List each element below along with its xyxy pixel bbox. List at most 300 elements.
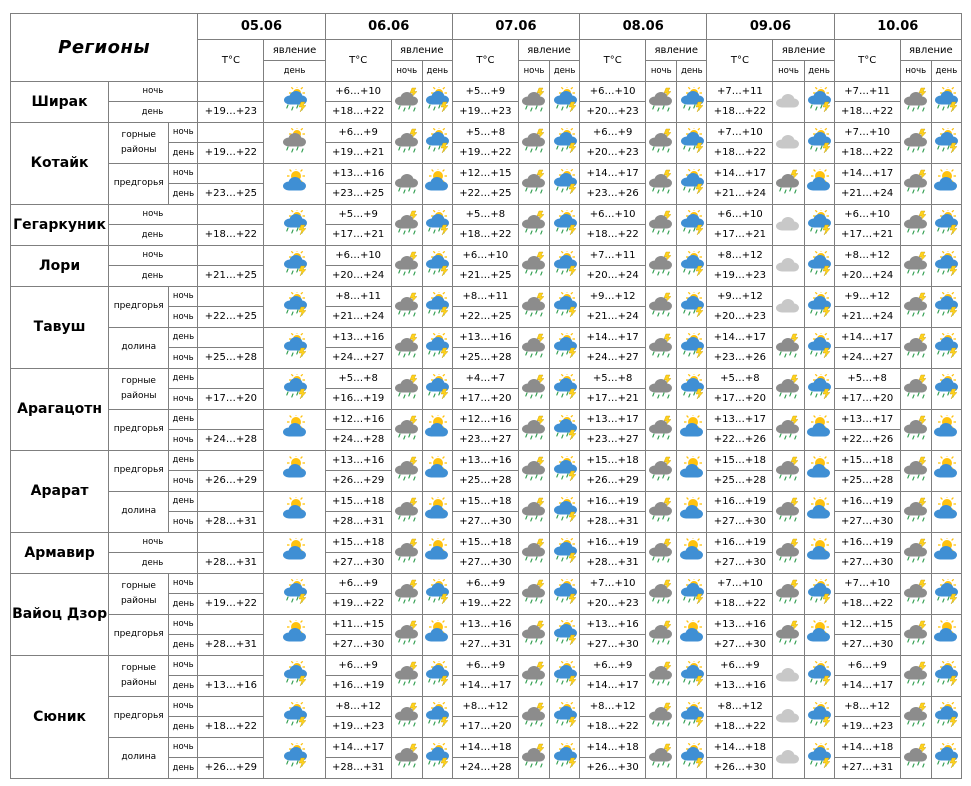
sun-rain-thunder-icon bbox=[679, 251, 705, 277]
temperature-cell: +27…+30 bbox=[707, 512, 773, 533]
sun-rain-thunder-icon bbox=[424, 87, 450, 113]
sun-cloud-icon bbox=[282, 497, 308, 523]
sun-rain-thunder-icon bbox=[552, 87, 578, 113]
temperature-cell: +26…+29 bbox=[198, 471, 264, 492]
temperature-cell: +18…+22 bbox=[198, 225, 264, 246]
time-of-day: ночь bbox=[169, 389, 198, 410]
night-icon-cell bbox=[391, 737, 422, 778]
day-icon-cell bbox=[931, 286, 961, 327]
sun-rain-thunder-icon bbox=[552, 169, 578, 195]
night-icon-cell bbox=[773, 655, 804, 696]
night-icon-cell bbox=[391, 81, 422, 122]
forecast-row bbox=[11, 327, 962, 348]
night-icon-cell bbox=[900, 286, 931, 327]
temperature-cell: +6…+9 bbox=[452, 573, 518, 594]
temperature-cell: +17…+20 bbox=[198, 389, 264, 410]
sun-cloud-icon bbox=[806, 620, 832, 646]
temperature-cell: +27…+30 bbox=[834, 512, 900, 533]
cloud-thunder-icon bbox=[394, 456, 420, 482]
night-icon-cell bbox=[518, 327, 549, 368]
temperature-cell: +24…+28 bbox=[325, 430, 391, 451]
night-icon-cell bbox=[518, 163, 549, 204]
sun-rain-thunder-icon bbox=[424, 743, 450, 769]
sun-cloud-rain-icon bbox=[282, 128, 308, 154]
day-icon-cell bbox=[804, 696, 834, 737]
sun-rain-thunder-icon bbox=[933, 251, 959, 277]
cloud-thunder-icon bbox=[775, 579, 801, 605]
temperature-cell: +6…+9 bbox=[452, 655, 518, 676]
temperature-cell: +6…+9 bbox=[834, 655, 900, 676]
day-icon-cell bbox=[422, 286, 452, 327]
time-of-day: день bbox=[169, 676, 198, 697]
time-of-day: ночь bbox=[109, 204, 198, 225]
cloud-thunder-icon bbox=[903, 538, 929, 564]
temperature-cell: +15…+18 bbox=[452, 532, 518, 553]
temperature-cell: +19…+22 bbox=[452, 143, 518, 164]
temperature-cell: +14…+17 bbox=[452, 676, 518, 697]
sun-rain-thunder-icon bbox=[424, 128, 450, 154]
time-of-day: день bbox=[169, 327, 198, 348]
temperature-cell bbox=[198, 532, 264, 553]
region-name: Лори bbox=[11, 245, 109, 286]
night-icon-cell bbox=[646, 614, 677, 655]
weather-forecast-table bbox=[10, 13, 962, 779]
temperature-cell: +16…+19 bbox=[834, 491, 900, 512]
temperature-cell: +9…+12 bbox=[834, 286, 900, 307]
temperature-cell: +13…+17 bbox=[580, 409, 646, 430]
date-header: 06.06 bbox=[325, 14, 452, 40]
temperature-cell: +7…+11 bbox=[834, 81, 900, 102]
sun-rain-thunder-icon bbox=[424, 579, 450, 605]
day-icon-cell bbox=[264, 368, 325, 409]
night-icon-cell bbox=[900, 122, 931, 163]
night-icon-cell bbox=[773, 327, 804, 368]
zone-name: предгорья bbox=[109, 450, 169, 491]
day-icon-cell bbox=[931, 573, 961, 614]
temperature-cell: +21…+24 bbox=[707, 184, 773, 205]
regions-header: Регионы bbox=[11, 14, 198, 82]
day-icon-cell bbox=[422, 368, 452, 409]
temperature-cell: +19…+22 bbox=[325, 594, 391, 615]
day-icon-cell bbox=[931, 81, 961, 122]
cloud-icon bbox=[775, 128, 801, 154]
temperature-cell: +20…+23 bbox=[580, 102, 646, 123]
night-icon-cell bbox=[646, 286, 677, 327]
forecast-row bbox=[11, 81, 962, 102]
day-icon-cell bbox=[550, 122, 580, 163]
night-icon-cell bbox=[900, 81, 931, 122]
temperature-cell: +23…+26 bbox=[580, 184, 646, 205]
sun-cloud-icon bbox=[679, 620, 705, 646]
header-row bbox=[11, 14, 962, 40]
day-icon-cell bbox=[422, 81, 452, 122]
day-icon-cell bbox=[422, 327, 452, 368]
temperature-cell: +15…+18 bbox=[580, 450, 646, 471]
cloud-thunder-icon bbox=[648, 702, 674, 728]
day-icon-cell bbox=[677, 737, 707, 778]
day-icon-cell bbox=[264, 655, 325, 696]
day-icon-cell bbox=[550, 327, 580, 368]
phenomenon-header: явление bbox=[900, 40, 961, 61]
cloud-thunder-icon bbox=[648, 456, 674, 482]
temperature-cell: +19…+23 bbox=[198, 102, 264, 123]
time-of-day: день bbox=[109, 102, 198, 123]
day-icon-cell bbox=[677, 573, 707, 614]
day-icon-cell bbox=[804, 327, 834, 368]
temperature-cell: +22…+25 bbox=[452, 184, 518, 205]
temperature-cell: +16…+19 bbox=[707, 491, 773, 512]
temperature-cell: +17…+20 bbox=[452, 717, 518, 738]
temperature-cell: +21…+24 bbox=[325, 307, 391, 328]
night-icon-cell bbox=[900, 245, 931, 286]
temperature-cell: +20…+23 bbox=[707, 307, 773, 328]
time-of-day: ночь bbox=[169, 737, 198, 758]
temperature-cell: +23…+27 bbox=[580, 430, 646, 451]
sun-rain-thunder-icon bbox=[806, 579, 832, 605]
forecast-row bbox=[11, 573, 962, 594]
sun-rain-thunder-icon bbox=[679, 292, 705, 318]
temperature-cell: +14…+17 bbox=[580, 676, 646, 697]
temperature-cell: +19…+23 bbox=[834, 717, 900, 738]
time-of-day: день bbox=[109, 266, 198, 287]
sun-cloud-icon bbox=[424, 415, 450, 441]
sun-cloud-icon bbox=[424, 620, 450, 646]
day-icon-cell bbox=[931, 327, 961, 368]
day-icon-cell bbox=[677, 368, 707, 409]
cloud-thunder-icon bbox=[648, 210, 674, 236]
temperature-cell: +27…+30 bbox=[834, 635, 900, 656]
temperature-cell: +28…+31 bbox=[325, 758, 391, 779]
time-of-day: ночь bbox=[169, 430, 198, 451]
region-name: Ширак bbox=[11, 81, 109, 122]
sun-rain-thunder-icon bbox=[933, 702, 959, 728]
cloud-thunder-icon bbox=[648, 292, 674, 318]
temperature-cell bbox=[198, 737, 264, 758]
cloud-thunder-icon bbox=[648, 333, 674, 359]
temperature-cell: +8…+12 bbox=[707, 245, 773, 266]
cloud-thunder-icon bbox=[521, 210, 547, 236]
sun-cloud-icon bbox=[282, 415, 308, 441]
phenomenon-header: явление bbox=[518, 40, 579, 61]
night-icon-cell bbox=[518, 737, 549, 778]
night-icon-cell bbox=[773, 245, 804, 286]
temperature-cell: +18…+22 bbox=[834, 102, 900, 123]
sun-rain-thunder-icon bbox=[552, 251, 578, 277]
day-icon-cell bbox=[422, 696, 452, 737]
zone-name: горные районы bbox=[109, 122, 169, 163]
temperature-cell: +24…+28 bbox=[452, 758, 518, 779]
cloud-thunder-icon bbox=[521, 415, 547, 441]
day-icon-cell bbox=[677, 655, 707, 696]
temp-header: T°C bbox=[325, 40, 391, 82]
temperature-cell: +8…+12 bbox=[834, 696, 900, 717]
sun-cloud-icon bbox=[806, 538, 832, 564]
temperature-cell: +26…+30 bbox=[707, 758, 773, 779]
temperature-cell: +24…+28 bbox=[198, 430, 264, 451]
sun-rain-thunder-icon bbox=[282, 87, 308, 113]
temperature-cell bbox=[198, 245, 264, 266]
temperature-cell: +6…+10 bbox=[707, 204, 773, 225]
cloud-thunder-icon bbox=[648, 169, 674, 195]
phenomenon-header: явление bbox=[646, 40, 707, 61]
night-icon-cell bbox=[518, 532, 549, 573]
day-header: день bbox=[422, 61, 452, 82]
day-icon-cell bbox=[931, 409, 961, 450]
day-icon-cell bbox=[804, 573, 834, 614]
night-icon-cell bbox=[773, 491, 804, 532]
sun-cloud-icon bbox=[679, 456, 705, 482]
sun-rain-thunder-icon bbox=[806, 210, 832, 236]
temperature-cell: +7…+10 bbox=[580, 573, 646, 594]
time-of-day: день bbox=[169, 450, 198, 471]
forecast-row bbox=[11, 450, 962, 471]
zone-name: долина bbox=[109, 491, 169, 532]
sun-rain-thunder-icon bbox=[552, 415, 578, 441]
temperature-cell: +20…+23 bbox=[580, 143, 646, 164]
temperature-cell: +21…+25 bbox=[198, 266, 264, 287]
temperature-cell: +26…+29 bbox=[580, 471, 646, 492]
temperature-cell: +5…+8 bbox=[325, 368, 391, 389]
day-icon-cell bbox=[550, 573, 580, 614]
cloud-thunder-icon bbox=[521, 497, 547, 523]
sun-rain-thunder-icon bbox=[424, 210, 450, 236]
day-header: день bbox=[264, 61, 325, 82]
day-header: день bbox=[677, 61, 707, 82]
cloud-thunder-icon bbox=[648, 661, 674, 687]
sun-rain-thunder-icon bbox=[552, 538, 578, 564]
forecast-row bbox=[11, 204, 962, 225]
date-header: 09.06 bbox=[707, 14, 834, 40]
night-icon-cell bbox=[646, 696, 677, 737]
sun-rain-thunder-icon bbox=[552, 128, 578, 154]
cloud-icon bbox=[775, 661, 801, 687]
sun-rain-thunder-icon bbox=[424, 661, 450, 687]
temperature-cell: +26…+29 bbox=[198, 758, 264, 779]
day-icon-cell bbox=[931, 655, 961, 696]
sun-rain-thunder-icon bbox=[806, 251, 832, 277]
temperature-cell: +4…+7 bbox=[452, 368, 518, 389]
sun-rain-thunder-icon bbox=[424, 292, 450, 318]
sun-cloud-icon bbox=[933, 456, 959, 482]
date-header: 10.06 bbox=[834, 14, 961, 40]
day-icon-cell bbox=[677, 327, 707, 368]
cloud-thunder-icon bbox=[648, 620, 674, 646]
night-icon-cell bbox=[900, 737, 931, 778]
temperature-cell: +12…+15 bbox=[834, 614, 900, 635]
temperature-cell: +7…+10 bbox=[834, 122, 900, 143]
day-icon-cell bbox=[931, 491, 961, 532]
temperature-cell bbox=[198, 409, 264, 430]
day-icon-cell bbox=[422, 491, 452, 532]
sun-rain-thunder-icon bbox=[933, 579, 959, 605]
night-icon-cell bbox=[900, 491, 931, 532]
night-icon-cell bbox=[518, 245, 549, 286]
night-icon-cell bbox=[391, 368, 422, 409]
temperature-cell: +28…+31 bbox=[198, 635, 264, 656]
cloud-thunder-icon bbox=[903, 743, 929, 769]
temperature-cell: +6…+10 bbox=[580, 204, 646, 225]
temperature-cell: +19…+23 bbox=[452, 102, 518, 123]
temperature-cell: +11…+15 bbox=[325, 614, 391, 635]
temperature-cell: +14…+17 bbox=[834, 163, 900, 184]
temperature-cell: +16…+19 bbox=[834, 532, 900, 553]
sun-rain-thunder-icon bbox=[282, 661, 308, 687]
cloud-thunder-icon bbox=[394, 702, 420, 728]
temperature-cell: +14…+18 bbox=[580, 737, 646, 758]
temperature-cell: +5…+8 bbox=[580, 368, 646, 389]
sun-rain-thunder-icon bbox=[679, 169, 705, 195]
sun-rain-thunder-icon bbox=[424, 702, 450, 728]
temperature-cell: +17…+21 bbox=[325, 225, 391, 246]
temperature-cell: +14…+17 bbox=[580, 163, 646, 184]
temperature-cell: +17…+20 bbox=[452, 389, 518, 410]
night-icon-cell bbox=[391, 245, 422, 286]
day-icon-cell bbox=[550, 81, 580, 122]
temperature-cell: +6…+10 bbox=[834, 204, 900, 225]
sun-cloud-icon bbox=[806, 415, 832, 441]
night-icon-cell bbox=[773, 532, 804, 573]
day-icon-cell bbox=[264, 491, 325, 532]
temperature-cell: +18…+22 bbox=[198, 717, 264, 738]
sun-rain-thunder-icon bbox=[679, 579, 705, 605]
sun-cloud-icon bbox=[679, 415, 705, 441]
temperature-cell: +8…+12 bbox=[325, 696, 391, 717]
temperature-cell: +8…+12 bbox=[707, 696, 773, 717]
temperature-cell: +6…+9 bbox=[580, 122, 646, 143]
temperature-cell: +26…+30 bbox=[580, 758, 646, 779]
temperature-cell: +5…+8 bbox=[452, 122, 518, 143]
temperature-cell: +13…+16 bbox=[452, 614, 518, 635]
sun-rain-thunder-icon bbox=[806, 661, 832, 687]
night-icon-cell bbox=[518, 122, 549, 163]
sun-rain-thunder-icon bbox=[933, 743, 959, 769]
time-of-day: день bbox=[169, 758, 198, 779]
temperature-cell: +27…+30 bbox=[580, 635, 646, 656]
temperature-cell: +13…+16 bbox=[325, 163, 391, 184]
temperature-cell: +7…+11 bbox=[580, 245, 646, 266]
day-icon-cell bbox=[677, 450, 707, 491]
time-of-day: ночь bbox=[169, 471, 198, 492]
sun-rain-thunder-icon bbox=[679, 661, 705, 687]
forecast-row bbox=[11, 286, 962, 307]
day-icon-cell bbox=[422, 245, 452, 286]
cloud-thunder-icon bbox=[903, 661, 929, 687]
temp-header: T°C bbox=[452, 40, 518, 82]
temp-header: T°C bbox=[580, 40, 646, 82]
temperature-cell: +21…+24 bbox=[834, 184, 900, 205]
night-icon-cell bbox=[646, 409, 677, 450]
temperature-cell: +8…+12 bbox=[452, 696, 518, 717]
day-icon-cell bbox=[677, 532, 707, 573]
cloud-thunder-icon bbox=[903, 169, 929, 195]
sun-rain-thunder-icon bbox=[552, 702, 578, 728]
day-icon-cell bbox=[804, 81, 834, 122]
day-icon-cell bbox=[422, 204, 452, 245]
night-icon-cell bbox=[773, 286, 804, 327]
sun-rain-thunder-icon bbox=[552, 210, 578, 236]
forecast-row bbox=[11, 614, 962, 635]
night-icon-cell bbox=[391, 409, 422, 450]
day-icon-cell bbox=[677, 81, 707, 122]
zone-name: предгорья bbox=[109, 696, 169, 737]
day-icon-cell bbox=[677, 245, 707, 286]
temperature-cell: +5…+8 bbox=[452, 204, 518, 225]
day-icon-cell bbox=[264, 532, 325, 573]
temperature-cell: +13…+16 bbox=[452, 450, 518, 471]
day-icon-cell bbox=[804, 532, 834, 573]
day-icon-cell bbox=[804, 368, 834, 409]
cloud-thunder-icon bbox=[648, 374, 674, 400]
night-icon-cell bbox=[518, 573, 549, 614]
forecast-row bbox=[11, 122, 962, 143]
temperature-cell: +5…+9 bbox=[452, 81, 518, 102]
temperature-cell: +25…+28 bbox=[452, 348, 518, 369]
sun-rain-thunder-icon bbox=[806, 128, 832, 154]
cloud-thunder-icon bbox=[394, 210, 420, 236]
temperature-cell: +7…+10 bbox=[707, 122, 773, 143]
time-of-day: день bbox=[109, 553, 198, 574]
night-icon-cell bbox=[391, 450, 422, 491]
day-icon-cell bbox=[264, 286, 325, 327]
sun-rain-thunder-icon bbox=[424, 333, 450, 359]
temperature-cell: +25…+28 bbox=[707, 471, 773, 492]
temperature-cell: +25…+28 bbox=[198, 348, 264, 369]
day-icon-cell bbox=[264, 122, 325, 163]
forecast-row bbox=[11, 245, 962, 266]
day-icon-cell bbox=[550, 163, 580, 204]
night-icon-cell bbox=[391, 655, 422, 696]
temperature-cell: +8…+12 bbox=[834, 245, 900, 266]
night-icon-cell bbox=[391, 204, 422, 245]
temperature-cell: +7…+10 bbox=[834, 573, 900, 594]
temperature-cell bbox=[198, 614, 264, 635]
cloud-thunder-icon bbox=[903, 702, 929, 728]
region-name: Тавуш bbox=[11, 286, 109, 368]
night-icon-cell bbox=[773, 573, 804, 614]
sun-cloud-icon bbox=[933, 169, 959, 195]
time-of-day: день bbox=[169, 717, 198, 738]
temperature-cell: +15…+18 bbox=[325, 491, 391, 512]
temperature-cell: +27…+30 bbox=[707, 635, 773, 656]
sun-rain-thunder-icon bbox=[282, 743, 308, 769]
temperature-cell: +17…+20 bbox=[834, 389, 900, 410]
night-icon-cell bbox=[518, 614, 549, 655]
temperature-cell bbox=[198, 163, 264, 184]
temperature-cell: +25…+28 bbox=[834, 471, 900, 492]
cloud-thunder-icon bbox=[648, 251, 674, 277]
cloud-thunder-icon bbox=[775, 415, 801, 441]
night-icon-cell bbox=[900, 655, 931, 696]
cloud-thunder-icon bbox=[648, 497, 674, 523]
sun-rain-thunder-icon bbox=[933, 210, 959, 236]
cloud-thunder-icon bbox=[394, 292, 420, 318]
cloud-thunder-icon bbox=[521, 661, 547, 687]
temperature-cell bbox=[198, 655, 264, 676]
night-icon-cell bbox=[391, 122, 422, 163]
time-of-day: день bbox=[169, 594, 198, 615]
day-icon-cell bbox=[677, 204, 707, 245]
temperature-cell: +8…+12 bbox=[580, 696, 646, 717]
cloud-icon bbox=[775, 210, 801, 236]
night-icon-cell bbox=[900, 532, 931, 573]
time-of-day: день bbox=[169, 368, 198, 389]
cloud-thunder-icon bbox=[903, 128, 929, 154]
cloud-thunder-icon bbox=[903, 87, 929, 113]
cloud-thunder-icon bbox=[521, 292, 547, 318]
night-icon-cell bbox=[646, 245, 677, 286]
day-icon-cell bbox=[931, 737, 961, 778]
temperature-cell: +24…+27 bbox=[580, 348, 646, 369]
